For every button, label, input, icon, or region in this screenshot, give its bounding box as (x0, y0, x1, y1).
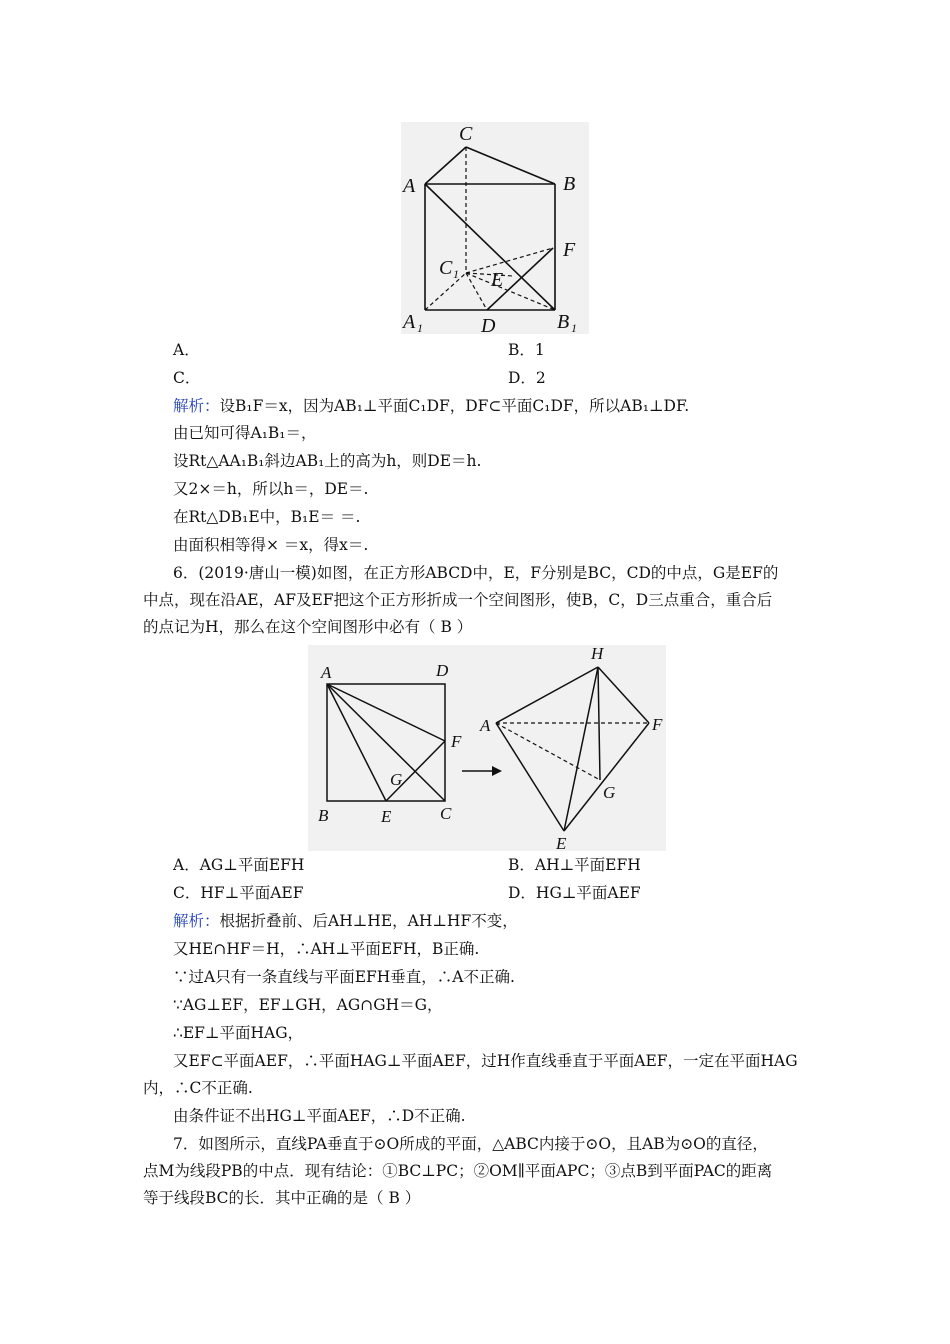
q6-analysis-line-5: ∴EF⊥平面HAG， (173, 1024, 304, 1042)
label-B1: B (557, 311, 570, 333)
q5-analysis-line-2: 由已知可得A₁B₁＝， (173, 424, 317, 442)
label-G-folded: G (603, 783, 616, 802)
option-c: C．HF⊥平面AEF (173, 884, 304, 902)
q5-analysis-line-3: 设Rt△AA₁B₁斜边AB₁上的高为h，则DE＝h. (173, 452, 482, 470)
option-a: A． (173, 341, 200, 359)
option-a: A．AG⊥平面EFH (173, 856, 305, 874)
label-F-folded: F (652, 715, 663, 734)
label-E: E (491, 269, 504, 291)
label-C1: C (439, 257, 453, 279)
option-d: D．HG⊥平面AEF (508, 884, 641, 902)
q6-analysis-line-1 (173, 911, 518, 931)
option-b: B．AH⊥平面EFH (508, 856, 641, 874)
q7-stem-line-3: 等于线段BC的长．其中正确的是（ B ） (143, 1189, 421, 1207)
label-G: G (390, 770, 403, 789)
label-A-folded: A (480, 716, 491, 735)
figure-background (308, 645, 666, 851)
label-C1-sub: 1 (453, 267, 459, 281)
q6-stem-line-1: 6．(2019·唐山一模)如图，在正方形ABCD中，E，F分别是BC，CD的中点，G是EF的 (173, 564, 779, 582)
label-B1-sub: 1 (571, 321, 577, 335)
label-F: F (451, 732, 462, 751)
label-A: A (403, 175, 416, 197)
label-D: D (481, 315, 496, 337)
q6-analysis-line-4: ∵AG⊥EF，EF⊥GH，AG∩GH＝G， (173, 996, 443, 1014)
q7-stem-line-1: 7．如图所示，直线PA垂直于⊙O所成的平面，△ABC内接于⊙O，且AB为⊙O的直径， (173, 1135, 768, 1153)
q5-analysis-line-5: 在Rt△DB₁E中，B₁E＝ ＝. (173, 508, 361, 526)
q5-analysis-line-1 (173, 396, 689, 416)
analysis-text: 设B₁F＝x，因为AB₁⊥平面C₁DF，DF⊂平面C₁DF，所以AB₁⊥DF. (219, 397, 690, 415)
label-F: F (563, 239, 576, 261)
q5-analysis-line-4: 又2×＝h，所以h＝，DE＝. (173, 480, 369, 498)
label-A1: A (403, 311, 416, 333)
label-H: H (591, 644, 604, 663)
option-d: D．2 (508, 369, 546, 387)
q6-analysis-line-3: ∵过A只有一条直线与平面EFH垂直，∴A不正确. (173, 968, 515, 986)
q5-analysis-line-6: 由面积相等得× ＝x，得x＝. (173, 536, 369, 554)
option-b: B．1 (508, 341, 545, 359)
q6-analysis-line-2: 又HE∩HF＝H，∴AH⊥平面EFH，B正确. (173, 940, 480, 958)
label-C: C (440, 804, 452, 823)
analysis-label: 解析： (173, 912, 220, 930)
q7-stem-line-2: 点M为线段PB的中点．现有结论：①BC⊥PC；②OM∥平面APC；③点B到平面PAC的距离 (143, 1162, 773, 1180)
option-c: C． (173, 369, 201, 387)
label-E: E (381, 807, 392, 826)
label-A: A (321, 663, 332, 682)
q6-analysis-line-7: 内，∴C不正确. (143, 1079, 253, 1097)
label-B: B (563, 173, 576, 195)
q6-analysis-line-8: 由条件证不出HG⊥平面AEF，∴D不正确. (173, 1107, 466, 1125)
analysis-text: 根据折叠前、后AH⊥HE，AH⊥HF不变， (219, 912, 518, 930)
q6-stem-line-3: 的点记为H，那么在这个空间图形中必有（ B ） (143, 618, 473, 636)
prism-figure (395, 118, 595, 340)
label-B: B (318, 806, 329, 825)
analysis-label: 解析： (173, 397, 220, 415)
q6-stem-line-2: 中点，现在沿AE，AF及EF把这个正方形折成一个空间图形，使B，C，D三点重合，重合后 (143, 591, 773, 609)
label-D: D (436, 661, 449, 680)
label-C: C (459, 123, 473, 145)
q6-analysis-line-6: 又EF⊂平面AEF，∴平面HAG⊥平面AEF，过H作直线垂直于平面AEF，一定在平面HAG (173, 1052, 798, 1070)
label-E-folded: E (556, 834, 567, 853)
fold-figure (306, 643, 668, 853)
label-A1-sub: 1 (417, 321, 423, 335)
